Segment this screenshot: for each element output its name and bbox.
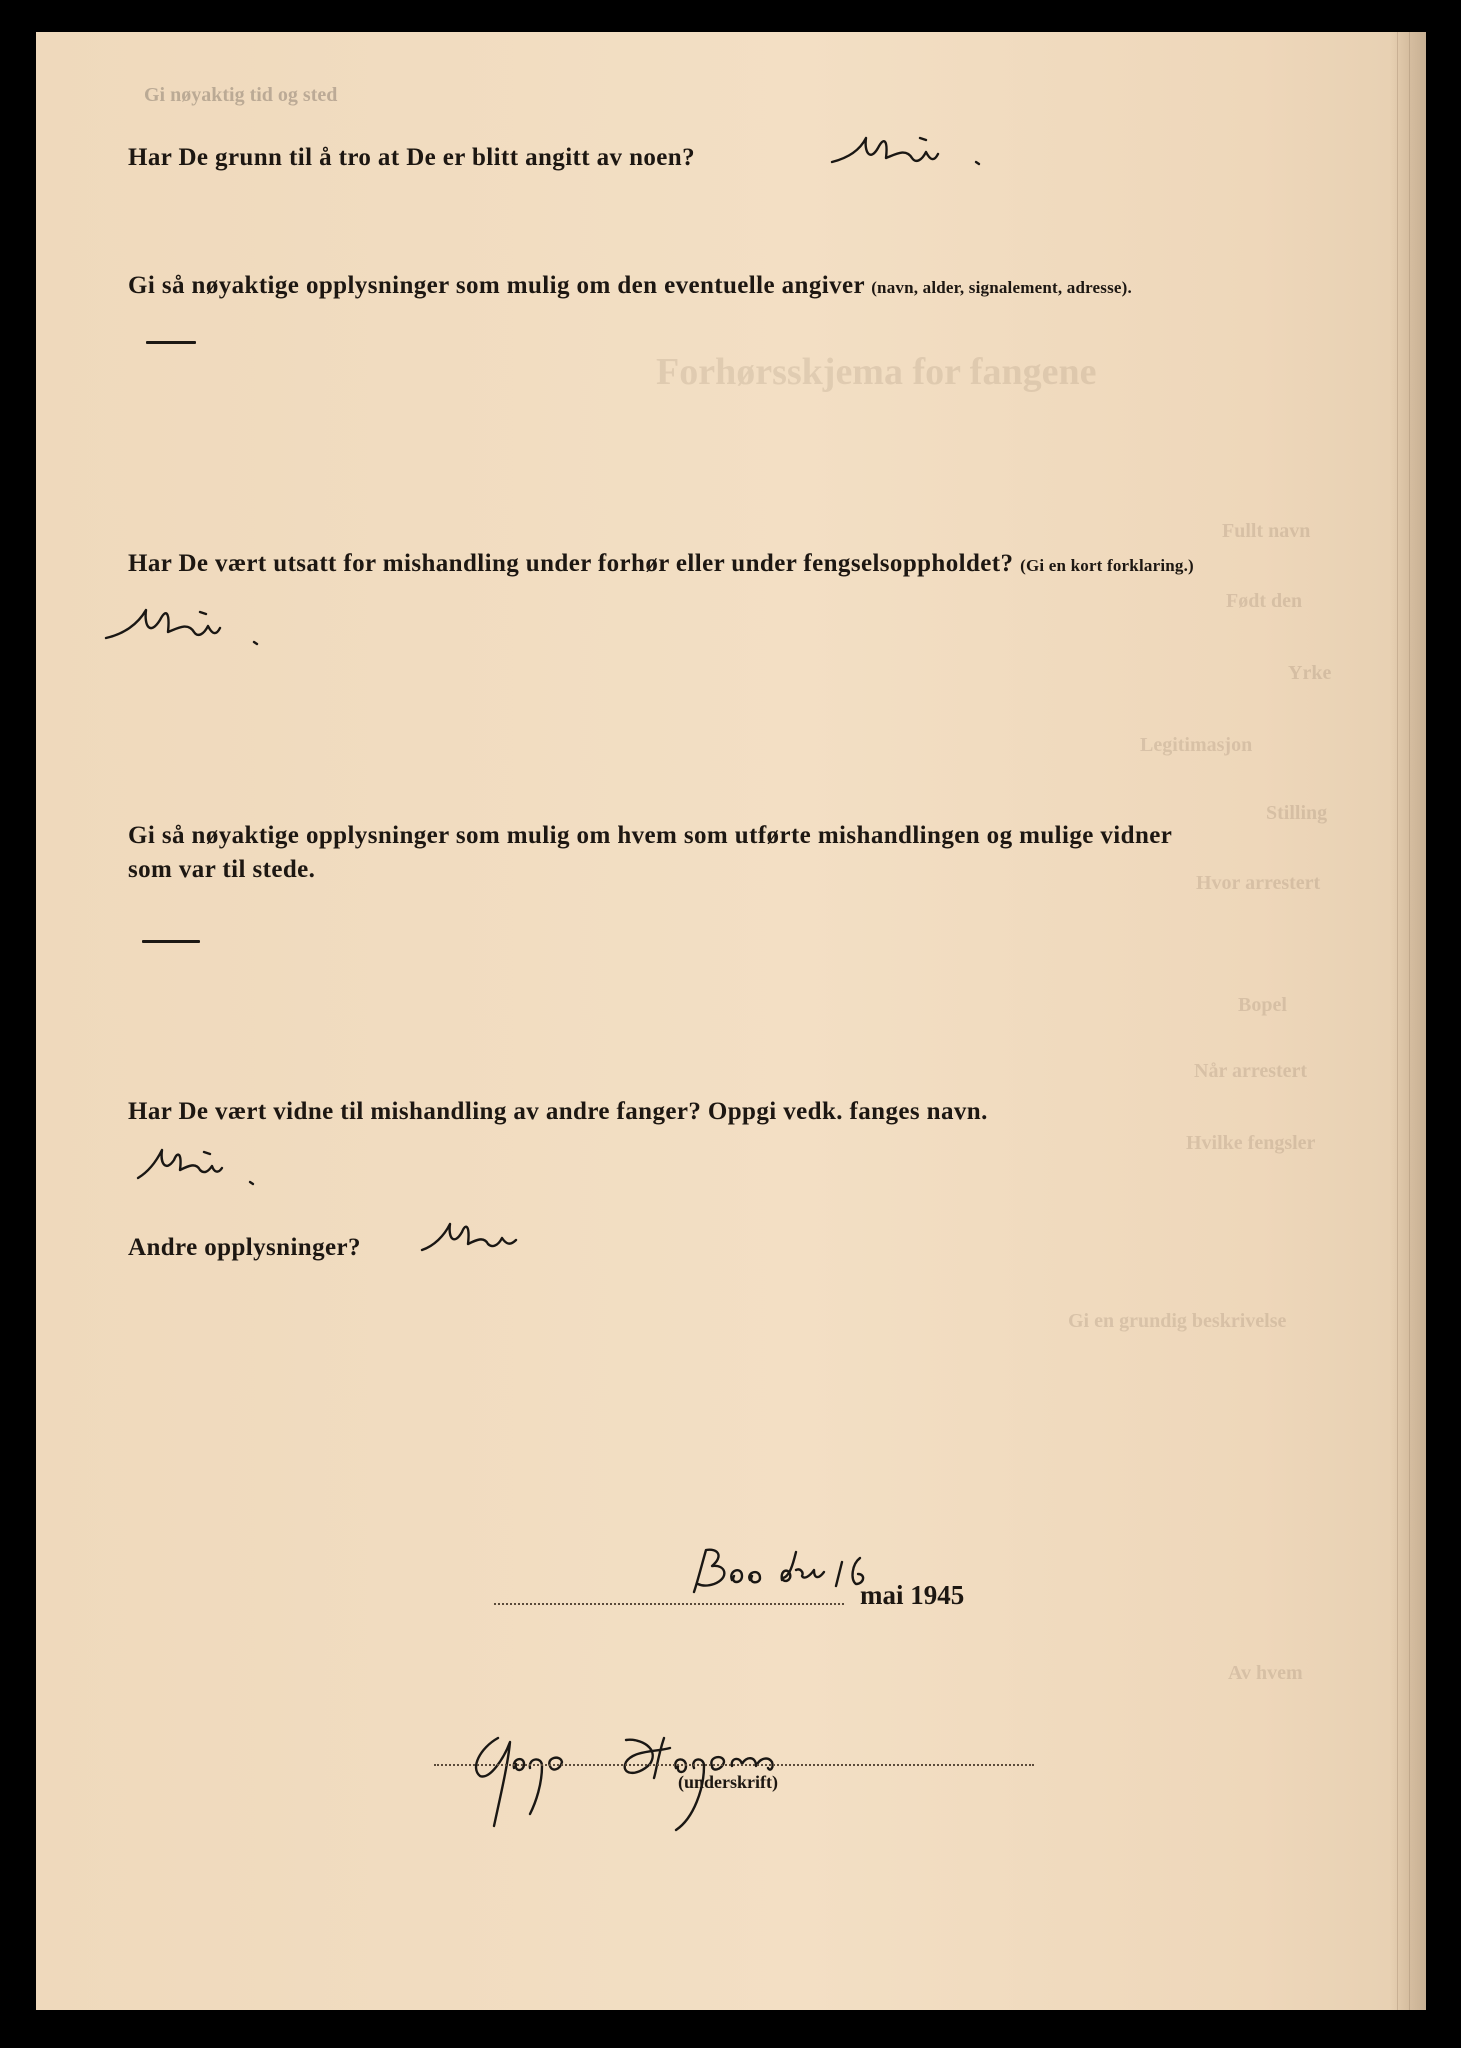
bleed-through-field: Hvor arrestert — [1196, 872, 1321, 894]
place-date-line — [494, 1603, 844, 1605]
question-mistreatment — [128, 546, 1194, 584]
answer-dash — [142, 940, 200, 943]
answer-dash — [146, 341, 196, 344]
page-edge-line — [1397, 32, 1398, 2010]
question-mistreatment-note: (Gi en kort forklaring.) — [1020, 556, 1194, 575]
page-edge-line — [1409, 32, 1410, 2010]
question-informer-details-text: Gi så nøyaktige opplysninger som mulig om den eventuelle angiver — [128, 272, 865, 299]
handwritten-answer-nei — [826, 128, 1006, 188]
question-witness-other-prisoners: Har De vært vidne til mishandling av andre fanger? Oppgi vedk. fanges navn. — [128, 1098, 988, 1125]
page-edge-shadow — [1390, 32, 1426, 2010]
question-informer-details — [128, 268, 1132, 306]
bleed-through-heading: Forhørsskjema for fangene — [656, 351, 1097, 393]
bleed-through-field: Født den — [1226, 590, 1303, 612]
handwritten-answer-nei — [132, 1142, 282, 1202]
bleed-through-field: Av hvem — [1228, 1662, 1303, 1684]
bleed-through-field: Gi en grundig beskrivelse — [1068, 1310, 1287, 1332]
handwritten-answer-nei — [102, 598, 302, 668]
bleed-through-field: Hvilke fengsler — [1186, 1132, 1316, 1154]
document-page — [36, 32, 1426, 2010]
handwritten-answer-nei — [418, 1214, 548, 1274]
bleed-through-note: Gi nøyaktig tid og sted — [144, 84, 338, 106]
question-perpetrators-witnesses: Gi så nøyaktige opplysninger som mulig om hvem som utførte mishandlingen og mulige vidner — [128, 822, 1173, 849]
bleed-through-field: Stilling — [1266, 802, 1328, 824]
printed-date: mai 1945 — [860, 1580, 965, 1610]
bleed-through-field: Yrke — [1288, 662, 1332, 684]
question-mistreatment-text: Har De vært utsatt for mishandling under forhør eller under fengselsoppholdet? — [128, 550, 1014, 577]
question-denounced: Har De grunn til å tro at De er blitt angitt av noen? — [128, 144, 696, 171]
bleed-through-field: Bopel — [1238, 994, 1287, 1016]
bleed-through-field: Fullt navn — [1222, 520, 1311, 542]
question-informer-note: (navn, alder, signalement, adresse). — [871, 278, 1132, 297]
signature-line — [434, 1764, 1034, 1766]
signature-label: (underskrift) — [678, 1772, 778, 1792]
question-perpetrators-witnesses-cont: som var til stede. — [128, 856, 316, 883]
bleed-through-field: Når arrestert — [1194, 1060, 1308, 1082]
question-other-information: Andre opplysninger? — [128, 1234, 361, 1261]
bleed-through-field: Legitimasjon — [1140, 734, 1253, 756]
